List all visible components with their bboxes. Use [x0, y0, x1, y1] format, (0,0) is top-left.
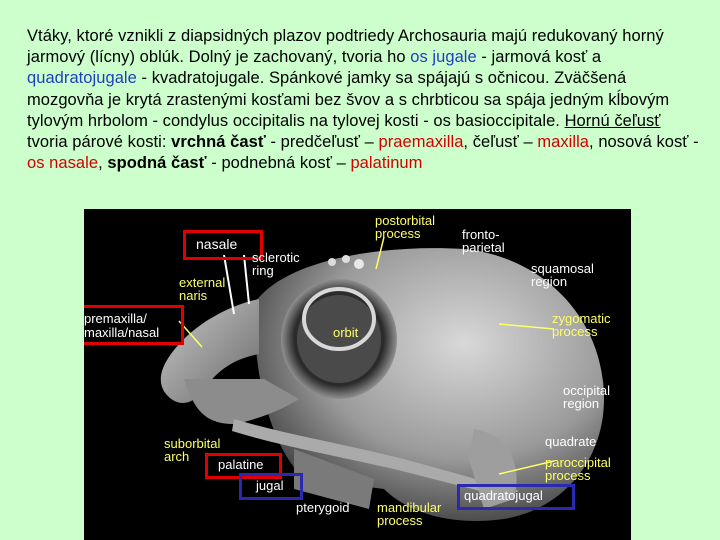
text-span: - kvadratojugale. Spánkové jamky sa spájajú s očnicou. Zväčšená mozgovňa je krytá zrastenými kosťami bez švov a s chrbticou sa spája jedným kĺbovým tylovým hrbolom - condylus occipitalis na tylovej kosti - os basioccipitale. — [27, 69, 670, 130]
term-spodna-cast: spodná časť — [107, 154, 207, 173]
orbit-label: orbit — [333, 325, 359, 340]
occipital-region-label: occipital region — [563, 383, 610, 411]
skull-figure — [84, 209, 631, 540]
text-span: - predčeľusť – — [265, 133, 379, 152]
term-praemaxilla: praemaxilla — [378, 133, 464, 152]
term-maxilla: maxilla — [537, 133, 590, 152]
pterygoid-label: pterygoid — [296, 500, 350, 515]
quadrate-label: quadrate — [545, 434, 597, 449]
term-palatinum: palatinum — [350, 154, 423, 173]
zygomatic-process-label: zygomatic process — [552, 311, 611, 339]
squamosal-region-label: squamosal region — [531, 261, 594, 289]
text-span: , čeľusť – — [463, 133, 538, 152]
term-quadratojugale: quadratojugale — [27, 69, 137, 88]
sclerotic-ring-label: sclerotic ring — [252, 250, 300, 278]
text-span: tvoria párové kosti: — [27, 133, 172, 152]
text-span: - jarmová kosť a — [476, 48, 602, 67]
paroccipital-process-label: paroccipital process — [545, 455, 611, 483]
term-horna-celust: Hornú čeľusť — [564, 111, 661, 130]
premaxilla-label: premaxilla/ maxilla/nasal — [84, 311, 160, 340]
text-span: , nosová kosť - — [589, 133, 699, 152]
text-span: Vtáky, ktoré vznikli z diapsidných plazov podtriedy Archosauria majú redukovaný horný jarmový (lícny) oblúk. Dolný je zachovaný, tvoria ho — [27, 27, 664, 67]
postorbital-process-label: postorbital process — [375, 213, 435, 241]
external-naris-label: external naris — [179, 275, 226, 303]
palatine-label: palatine — [218, 457, 264, 472]
term-os-nasale: os nasale — [27, 154, 99, 173]
term-vrchna-cast: vrchná časť — [171, 133, 266, 152]
description-paragraph — [27, 26, 703, 174]
jugal-label: jugal — [256, 478, 284, 493]
quadratojugal-label: quadratojugal — [464, 488, 543, 503]
suborbital-arch-label: suborbital arch — [164, 436, 221, 464]
mandibular-process-label: mandibular process — [377, 500, 442, 528]
text-span: , — [98, 154, 108, 173]
term-os-jugale: os jugale — [410, 48, 477, 67]
fronto-parietal-label: fronto- parietal — [462, 227, 505, 255]
nasale-label: nasale — [196, 236, 238, 252]
text-span: - podnebná kosť – — [206, 154, 351, 173]
